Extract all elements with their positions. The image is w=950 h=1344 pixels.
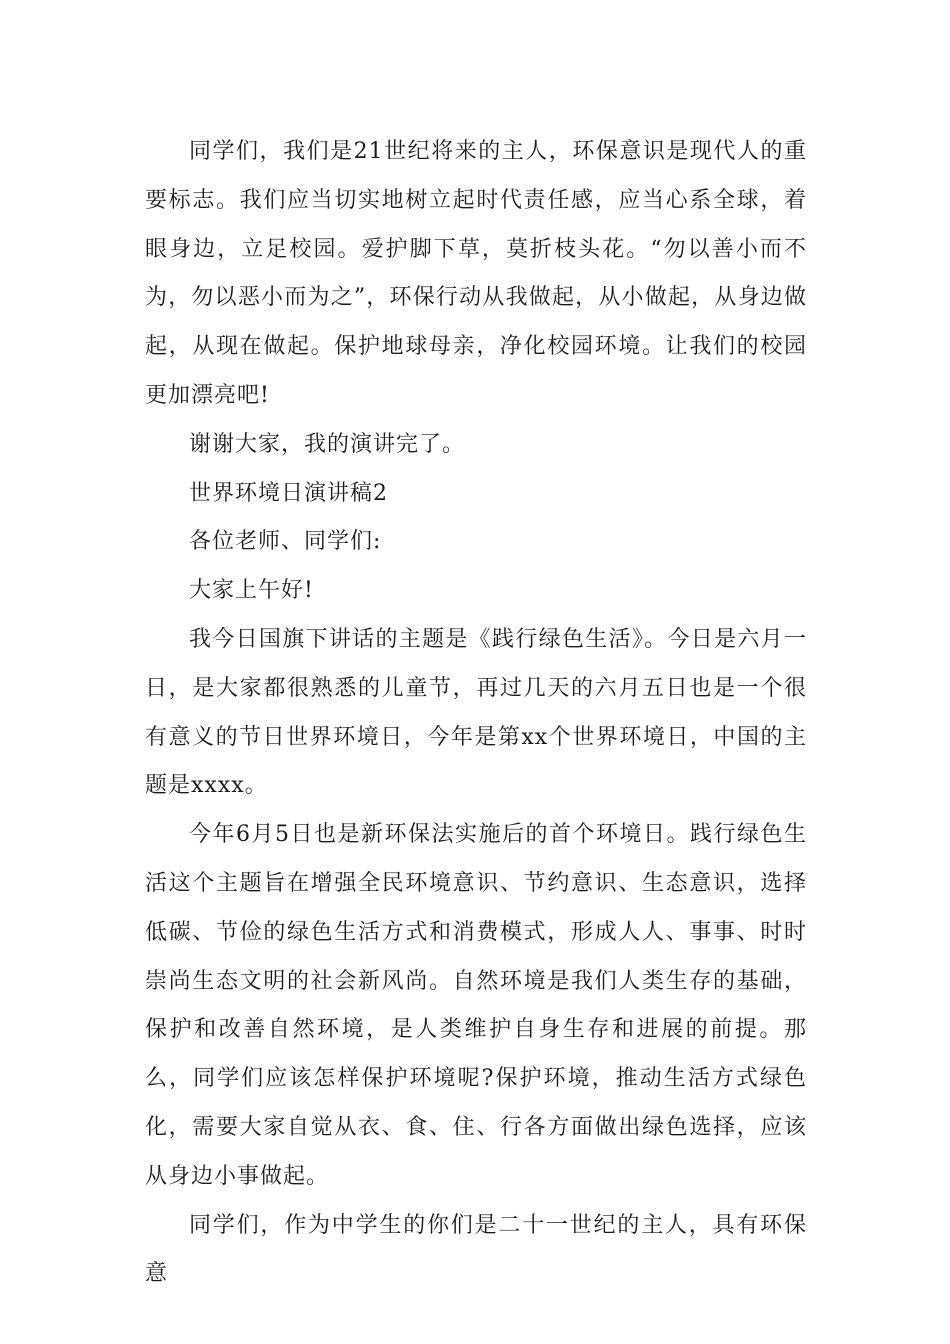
speech-title: 世界环境日演讲稿2 [189,480,388,506]
paragraph-green-living: 今年6月5日也是新环保法实施后的首个环境日。践行绿色生活这个主题旨在增强全民环境意识、节约意识、生态意识，选择低碳、节俭的绿色生活方式和消费模式，形成人人、事事、时时崇尚生态文明的社会新风尚。自然环境是我们人类生存的基础，保护和改善自然环境，是人类维护自身生存和进展的前提。那么，同学们应该怎样保护环境呢?保护环境，推动生活方式绿色化，需要大家自觉从衣、食、住、行各方面做出绿色选择，应该从身边小事做起。 [145,822,807,1189]
paragraph-topic: 我今日国旗下讲话的主题是《践行绿色生活》。今日是六月一日，是大家都很熟悉的儿童节，再过几天的六月五日也是一个很有意义的节日世界环境日，今年是第xx个世界环境日，中国的主题是xxxx。 [145,626,807,799]
salutation: 各位老师、同学们: [189,529,382,555]
paragraph-students-continued: 同学们，作为中学生的你们是二十一世纪的主人，具有环保意 [145,1212,807,1287]
paragraph-environment-awareness: 同学们，我们是21世纪将来的主人，环保意识是现代人的重要标志。我们应当切实地树立起时代责任感，应当心系全球，着眼身边，立足校园。爱护脚下草，莫折枝头花。“勿以善小而不为，勿以恶小而为之”，环保行动从我做起，从小做起，从身边做起，从现在做起。保护地球母亲，净化校园环境。让我们的校园更加漂亮吧! [145,139,807,408]
paragraph-thanks: 谢谢大家，我的演讲完了。 [189,431,466,457]
greeting: 大家上午好! [189,578,314,604]
speech-text-body [145,128,807,1299]
